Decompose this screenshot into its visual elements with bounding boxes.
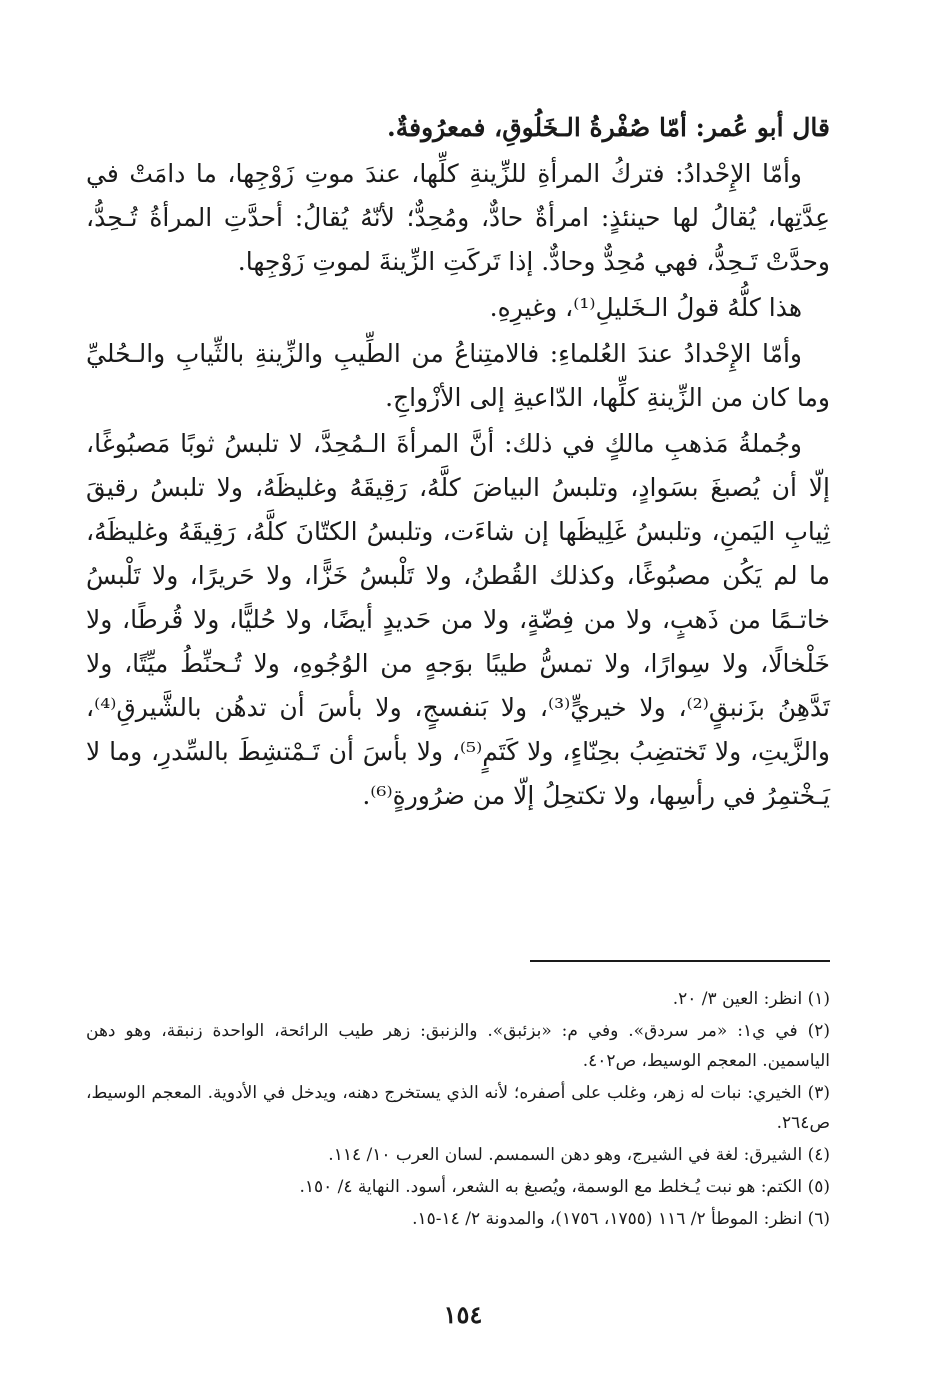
- footnote-text: الخيري: نبات له زهر، وغلب على أصفره؛ لأنه الذي يستخرج دهنه، ويدخل في الأدوية. المعجم الوسيط، ص٢٦٤.: [86, 1083, 830, 1133]
- footnote: [86, 1016, 830, 1076]
- paragraph: هذا كلُّهُ قولُ الـخَليلِ⁽¹⁾، وغيرِهِ.: [489, 293, 802, 322]
- footnote-text: انظر: الموطأ ٢/ ١١٦ (١٧٥٥، ١٧٥٦)، والمدونة ٢/ ١٤-١٥.: [412, 1209, 803, 1229]
- footnote: [86, 1078, 830, 1138]
- paragraph: وأمّا الإِحْدادُ عندَ العُلماءِ: فالامتِناعُ من الطِّيبِ والزِّينةِ بالثِّيابِ والـحُليِّ وما كان من الزِّينةِ كلِّها، الدّاعيةِ إلى الأزْواجِ.: [86, 339, 830, 412]
- footnote: [86, 984, 830, 1014]
- page-number: ١٥٤: [443, 1300, 483, 1329]
- footnote: [86, 1204, 830, 1234]
- footnote-number: (٣): [807, 1083, 831, 1103]
- footnote: [86, 1172, 830, 1202]
- footnote-number: (٦): [807, 1209, 830, 1229]
- footnote-text: الشيرق: لغة في الشيرج، وهو دهن السمسم. لسان العرب ١٠/ ١١٤.: [328, 1145, 803, 1165]
- footnote-number: (٢): [807, 1021, 830, 1041]
- footnote-number: (٤): [807, 1145, 830, 1165]
- heading-text: : أمّا صُفْرةُ الـخَلُوقِ، فمعرُوفةٌ.: [387, 113, 705, 142]
- paragraph-heading: [86, 106, 830, 150]
- paragraph: وجُملةُ مَذهبِ مالكٍ في ذلك: أنَّ المرأةَ الـمُحِدَّ، لا تلبسُ ثوبًا مَصبُوغًا، إلّا أن يُصبغَ بسَوادٍ، وتلبسُ البياضَ كلَّهُ، رَقِيقَهُ وغليظَهُ، ولا تلبسُ رقيقَ ثِيابِ اليَمنِ، وتلبسُ غَلِيظَها إن شاءَت، وتلبسُ الكتّانَ كلَّهُ، رَقِيقَهُ وغليظَهُ، ما لم يَكُن مصبُوغًا، وكذلك القُطنُ، ولا تَلْبسُ خَزًّا، ولا حَريرًا، ولا تَلْبسُ خاتـمًا من ذَهبٍ، ولا من فِضّةٍ، ولا من حَديدٍ أيضًا، ولا حُليًّا، ولا قُرطًا، ولا خَلْخالًا، ولا سِوارًا، ولا تمسُّ طيبًا بوَجهٍ من الوُجُوهِ، ولا تُـحنِّطُ ميِّتًا، ولا تَدَّهِنُ بزَنبقٍ⁽²⁾، ولا خيريٍّ⁽³⁾، ولا بَنفسجٍ، ولا بأسَ أن تدهُن بالشَّيرقِ⁽⁴⁾، والزَّيتِ، ولا تَختضِبُ بحِنّاءٍ، ولا كَتَمٍ⁽⁵⁾، ولا بأسَ أن تَـمْتشِطَ بالسِّدرِ، وما لا يَـخْتمِرُ في رأسِها، ولا تكتحِلُ إلّا من ضرُورةٍ⁽⁶⁾.: [86, 429, 830, 810]
- footnote-text: انظر: العين ٣/ ٢٠.: [672, 989, 803, 1009]
- footnote-text: الكتم: هو نبت يُـخلط مع الوسمة، ويُصبغ به الشعر، أسود. النهاية ٤/ ١٥٠.: [299, 1177, 803, 1197]
- footnote-text: في ي١: «مر سردق». وفي م: «بزئبق». والزنبق: زهر طيب الرائحة، الواحدة زنبقة، وهو دهن الياسمين. المعجم الوسيط، ص٤٠٢.: [86, 1021, 830, 1071]
- footnote: [86, 1140, 830, 1170]
- footnote-number: (٥): [807, 1177, 830, 1197]
- footnotes: [86, 984, 830, 1236]
- speaker-label: قال أبو عُمر: [704, 113, 830, 142]
- page-body: [86, 106, 831, 1229]
- footnote-number: (١): [807, 989, 830, 1009]
- paragraph: وأمّا الإِحْدادُ: فتركُ المرأةِ للزِّينةِ كلِّها، عندَ موتِ زَوْجِها، ما دامَتْ في عِدَّتِها، يُقالُ لها حينئذٍ: امرأةٌ حادٌّ، ومُحِدٌّ؛ لأنّهُ يُقالُ: أحدَّتِ المرأةُ تُـحِدُّ، وحدَّتْ تَـحِدُّ، فهي مُحِدٌّ وحادٌّ. إذا تَركَتِ الزِّينةَ لموتِ زَوْجِها.: [86, 159, 830, 276]
- footnote-divider: [530, 960, 830, 962]
